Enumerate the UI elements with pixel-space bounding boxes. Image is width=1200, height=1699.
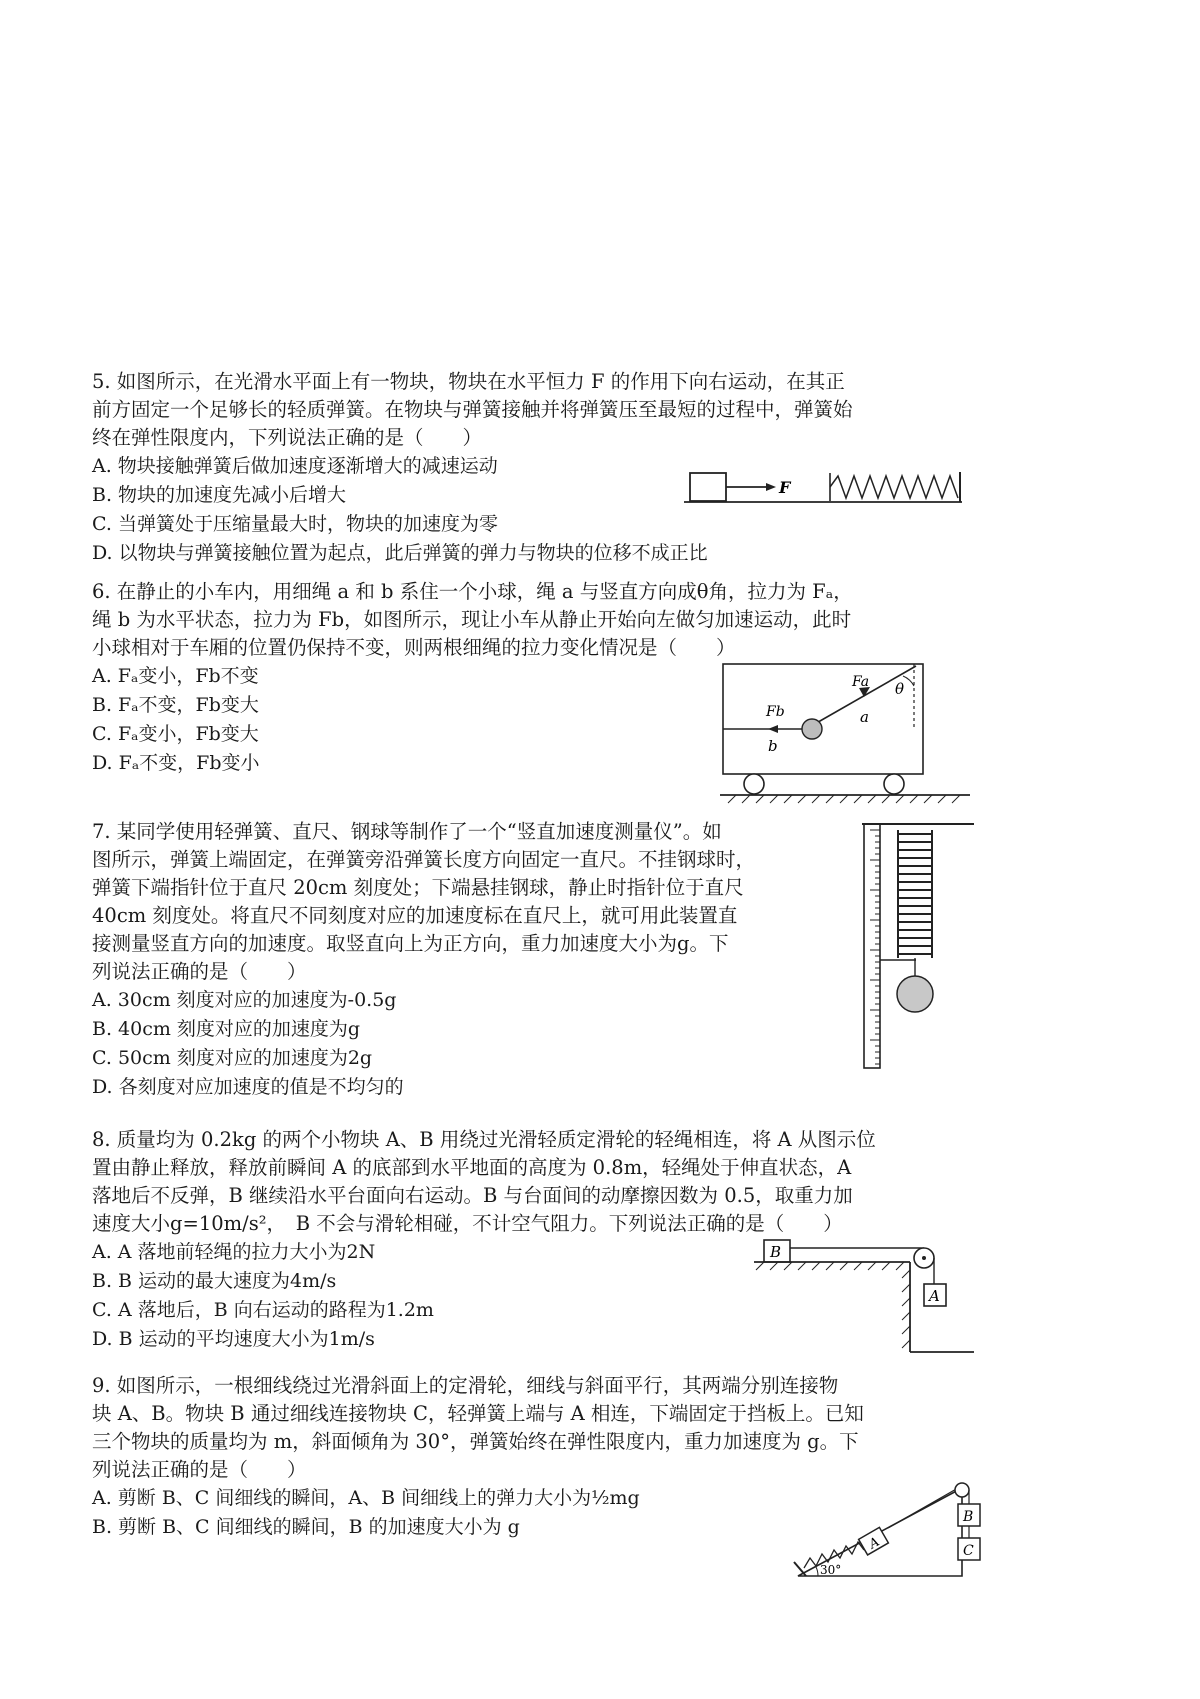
steel-ball [897, 976, 933, 1012]
block-a-label: A [929, 1287, 940, 1305]
spring-coils [898, 830, 932, 958]
question-5-option-a[interactable]: A. 物块接触弹簧后做加速度逐渐增大的减速运动 [92, 455, 498, 477]
question-7-figure [858, 822, 978, 1072]
cart-wheel-left [744, 774, 764, 794]
question-9-stem-line: 列说法正确的是（ ） [92, 1458, 307, 1481]
question-7-option-b[interactable]: B. 40cm 刻度对应的加速度为g [92, 1018, 361, 1040]
question-9-option-b[interactable]: B. 剪断 B、C 间细线的瞬间，B 的加速度大小为 g [92, 1516, 520, 1538]
ruler [864, 824, 880, 1068]
pulley [955, 1483, 969, 1497]
question-6-option-c[interactable]: C. Fₐ变小，Fb变大 [92, 723, 259, 745]
fb-arrowhead [768, 725, 778, 733]
question-5-option-d[interactable]: D. 以物块与弹簧接触位置为起点，此后弹簧的弹力与物块的位移不成正比 [92, 542, 708, 564]
question-7-stem-line: 列说法正确的是（ ） [92, 960, 307, 983]
block-c-label: C [963, 1543, 974, 1559]
block-b-label: B [963, 1509, 974, 1525]
question-8-stem-line: 落地后不反弹，B 继续沿水平台面向右运动。B 与台面间的动摩擦因数为 0.5，取重力加 [92, 1184, 853, 1207]
question-6-option-a[interactable]: A. Fₐ变小，Fb不变 [92, 665, 259, 687]
question-9-option-a[interactable]: A. 剪断 B、C 间细线的瞬间，A、B 间细线上的弹力大小为½mg [92, 1487, 640, 1509]
block-b-label: B [770, 1243, 782, 1261]
question-6-stem-line: 6. 在静止的小车内，用细绳 a 和 b 系住一个小球，绳 a 与竖直方向成θ角，拉力为 Fₐ， [92, 580, 853, 603]
question-6-stem-line: 绳 b 为水平状态，拉力为 Fb，如图所示，现让小车从静止开始向左做匀加速运动，此时 [92, 608, 852, 631]
question-5-stem-line: 5. 如图所示，在光滑水平面上有一物块，物块在水平恒力 F 的作用下向右运动，在其正 [92, 370, 845, 393]
question-9-stem-line: 块 A、B。物块 B 通过细线连接物块 C，轻弹簧上端与 A 相连，下端固定于挡板上。已知 [92, 1402, 864, 1425]
ball [802, 719, 822, 739]
question-5-option-c[interactable]: C. 当弹簧处于压缩量最大时，物块的加速度为零 [92, 513, 498, 535]
question-8-option-c[interactable]: C. A 落地后，B 向右运动的路程为1.2m [92, 1299, 434, 1321]
question-5-option-b[interactable]: B. 物块的加速度先减小后增大 [92, 484, 347, 506]
fa-label: Fa [852, 674, 870, 690]
question-6-option-d[interactable]: D. Fₐ不变，Fb变小 [92, 752, 260, 774]
question-8-option-d[interactable]: D. B 运动的平均速度大小为1m/s [92, 1328, 375, 1350]
question-5-figure [680, 468, 965, 518]
question-8-option-b[interactable]: B. B 运动的最大速度为4m/s [92, 1270, 337, 1292]
question-5-stem-line: 前方固定一个足够长的轻质弹簧。在物块与弹簧接触并将弹簧压至最短的过程中，弹簧始 [92, 398, 853, 421]
force-label: F [779, 478, 791, 497]
stopper-plate [794, 1562, 806, 1576]
question-9-stem-line: 三个物块的质量均为 m，斜面倾角为 30°，弹簧始终在弹性限度内，重力加速度为 g。下 [92, 1430, 859, 1453]
question-8-stem-line: 速度大小g=10m/s²， B 不会与滑轮相碰，不计空气阻力。下列说法正确的是（ ） [92, 1212, 843, 1235]
question-7-stem-line: 接测量竖直方向的加速度。取竖直向上为正方向，重力加速度大小为g。下 [92, 932, 729, 955]
question-8-stem-line: 置由静止释放，释放前瞬间 A 的底部到水平地面的高度为 0.8m，轻绳处于伸直状态，A [92, 1156, 852, 1179]
fb-label: Fb [766, 704, 785, 720]
block-a-group [859, 1527, 889, 1555]
force-arrowhead [766, 483, 776, 491]
block-shape [690, 473, 726, 501]
ground-hatching [728, 795, 960, 803]
question-8-stem-line: 8. 质量均为 0.2kg 的两个小物块 A、B 用绕过光滑轻质定滑轮的轻绳相连，将 A 从图示位 [92, 1128, 876, 1151]
question-7-option-c[interactable]: C. 50cm 刻度对应的加速度为2g [92, 1047, 373, 1069]
angle-arc [816, 1567, 818, 1576]
ruler-ticks [870, 830, 880, 1064]
question-7-stem-line: 7. 某同学使用轻弹簧、直尺、钢球等制作了一个“竖直加速度测量仪”。如 [92, 820, 722, 843]
rope-incline [888, 1488, 958, 1528]
question-7 [92, 818, 972, 1102]
question-8-figure [752, 1236, 977, 1361]
question-5-stem-line: 终在弹性限度内，下列说法正确的是（ ） [92, 426, 483, 449]
question-7-stem-line: 图所示，弹簧上端固定，在弹簧旁沿弹簧长度方向固定一直尺。不挂钢球时， [92, 848, 756, 871]
rope-a-label: a [860, 708, 869, 726]
question-7-stem-line: 弹簧下端指针位于直尺 20cm 刻度处；下端悬挂钢球，静止时指针位于直尺 [92, 876, 744, 899]
question-6-option-b[interactable]: B. Fₐ不变，Fb变大 [92, 694, 259, 716]
spring-coil [830, 476, 958, 498]
question-7-option-d[interactable]: D. 各刻度对应加速度的值是不均匀的 [92, 1076, 404, 1098]
table-hatching [756, 1262, 910, 1348]
question-6-figure [718, 656, 974, 804]
question-9-stem-line: 9. 如图所示，一根细线绕过光滑斜面上的定滑轮，细线与斜面平行，其两端分别连接物 [92, 1374, 839, 1397]
pulley-axle [922, 1256, 926, 1260]
rope-b-label: b [768, 737, 778, 755]
angle-label: 30° [820, 1563, 842, 1577]
question-9-figure [792, 1482, 984, 1582]
question-7-stem-line: 40cm 刻度处。将直尺不同刻度对应的加速度标在直尺上，就可用此装置直 [92, 904, 738, 927]
question-6-stem-line: 小球相对于车厢的位置仍保持不变，则两根细绳的拉力变化情况是（ ） [92, 636, 736, 659]
block-a-label: A [866, 1534, 883, 1553]
question-7-option-a[interactable]: A. 30cm 刻度对应的加速度为-0.5g [92, 989, 397, 1011]
cart-wheel-right [884, 774, 904, 794]
question-8-option-a[interactable]: A. A 落地前轻绳的拉力大小为2N [92, 1241, 376, 1263]
theta-arc [903, 676, 914, 686]
theta-label: θ [895, 680, 905, 698]
